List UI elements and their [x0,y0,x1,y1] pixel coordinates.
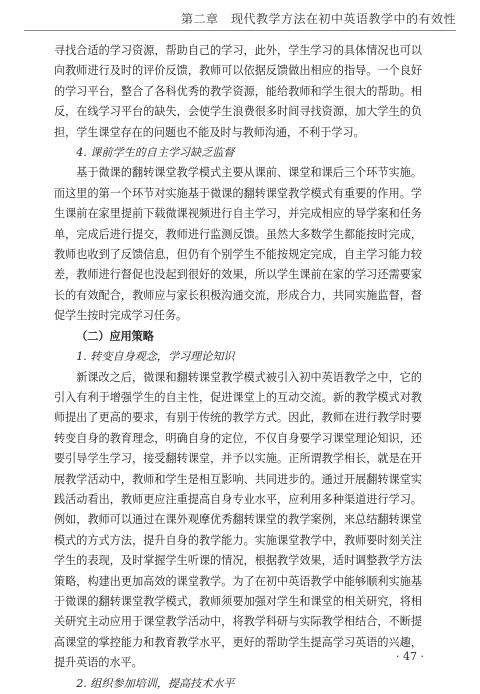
subheading-1: 1. 转变自身观念，学习理论知识 [76,350,235,364]
running-header: 第二章 现代教学方法在初中英语教学中的有效性 [180,12,456,26]
paragraph-4: 基于微课的翻转课堂教学模式主要从课前、课堂和课后三个环节实施。而这里的第一个环节对实施基于微课的翻转课堂教学模式有重要的作用。学生课前在家里提前下载微课视频进行自主学习，并完成相应的导学案和任务单，完成后进行提交，教师进行监测反馈。虽然大多数学生都能按时完成，教师也收到了反馈信息，但仍有个别学生不能按规定完成，自主学习能力较差，教师进行督促也没起到很好的效果，所以学生课前在家的学习还需要家长的有效配合，教师应与家长积极沟通交流，形成合力，共同实施监督，督促学生按时完成学习任务。 [54,166,422,323]
section-heading: （二）应用策略 [76,329,154,343]
subheading-4: 4. 课前学生的自主学习缺乏监督 [76,146,235,160]
body-text [54,41,422,694]
paragraph-continuation: 寻找合适的学习资源，帮助自己的学习，此外，学生学习的具体情况也可以向教师进行及时的评价反馈，教师可以依据反馈做出相应的指导。一个良好的学习平台，整合了各科优秀的教学资源，能给教师和学生很大的帮助。相反，在线学习平台的缺失，会使学生浪费很多时间寻找资源，加大学生的负担，学生课堂存在的问题也不能及时与教师沟通，不利于学习。 [54,44,422,139]
page-number: · 47 · [396,650,424,663]
paragraph-1: 新课改之后，微课和翻转课堂教学模式被引入初中英语教学之中，它的引入有利于增强学生的自主性，促进课堂上的互动交流。新的教学模式对教师提出了更高的要求，有别于传统的教学方式。因此，教师在进行教学时要转变自身的教育理念，明确自身的定位，不仅自身要学习课堂理论知识，还要引导学生学习，接受翻转课堂，并予以实施。正所谓教学相长，就是在开展教学活动中，教师和学生是相互影响、共同进步的。通过开展翻转课堂实践活动看出，教师更应注重提高自身专业水平，应利用多种渠道进行学习。例如，教师可以通过在课外观摩优秀翻转课堂的教学案例，来总结翻转课堂模式的方式方法，提升自身的教学能力。实施课堂教学中，教师要时刻关注学生的表现，及时掌握学生听课的情况，根据教学效果，适时调整教学方法策略，构建出更加高效的课堂教学。为了在初中英语教学中能够顺利实施基于微课的翻转课堂教学模式，教师须要加强对学生和课堂的相关研究，将相关研究主动应用于课堂教学活动中，将教学科研与实际教学相结合，不断提高课堂的掌控能力和教育教学水平，更好的帮助学生提高学习英语的兴趣，提升英语的水平。 [54,370,422,670]
subheading-2: 2. 组织参加培训，提高技术水平 [76,676,235,690]
header-rule [24,30,456,31]
